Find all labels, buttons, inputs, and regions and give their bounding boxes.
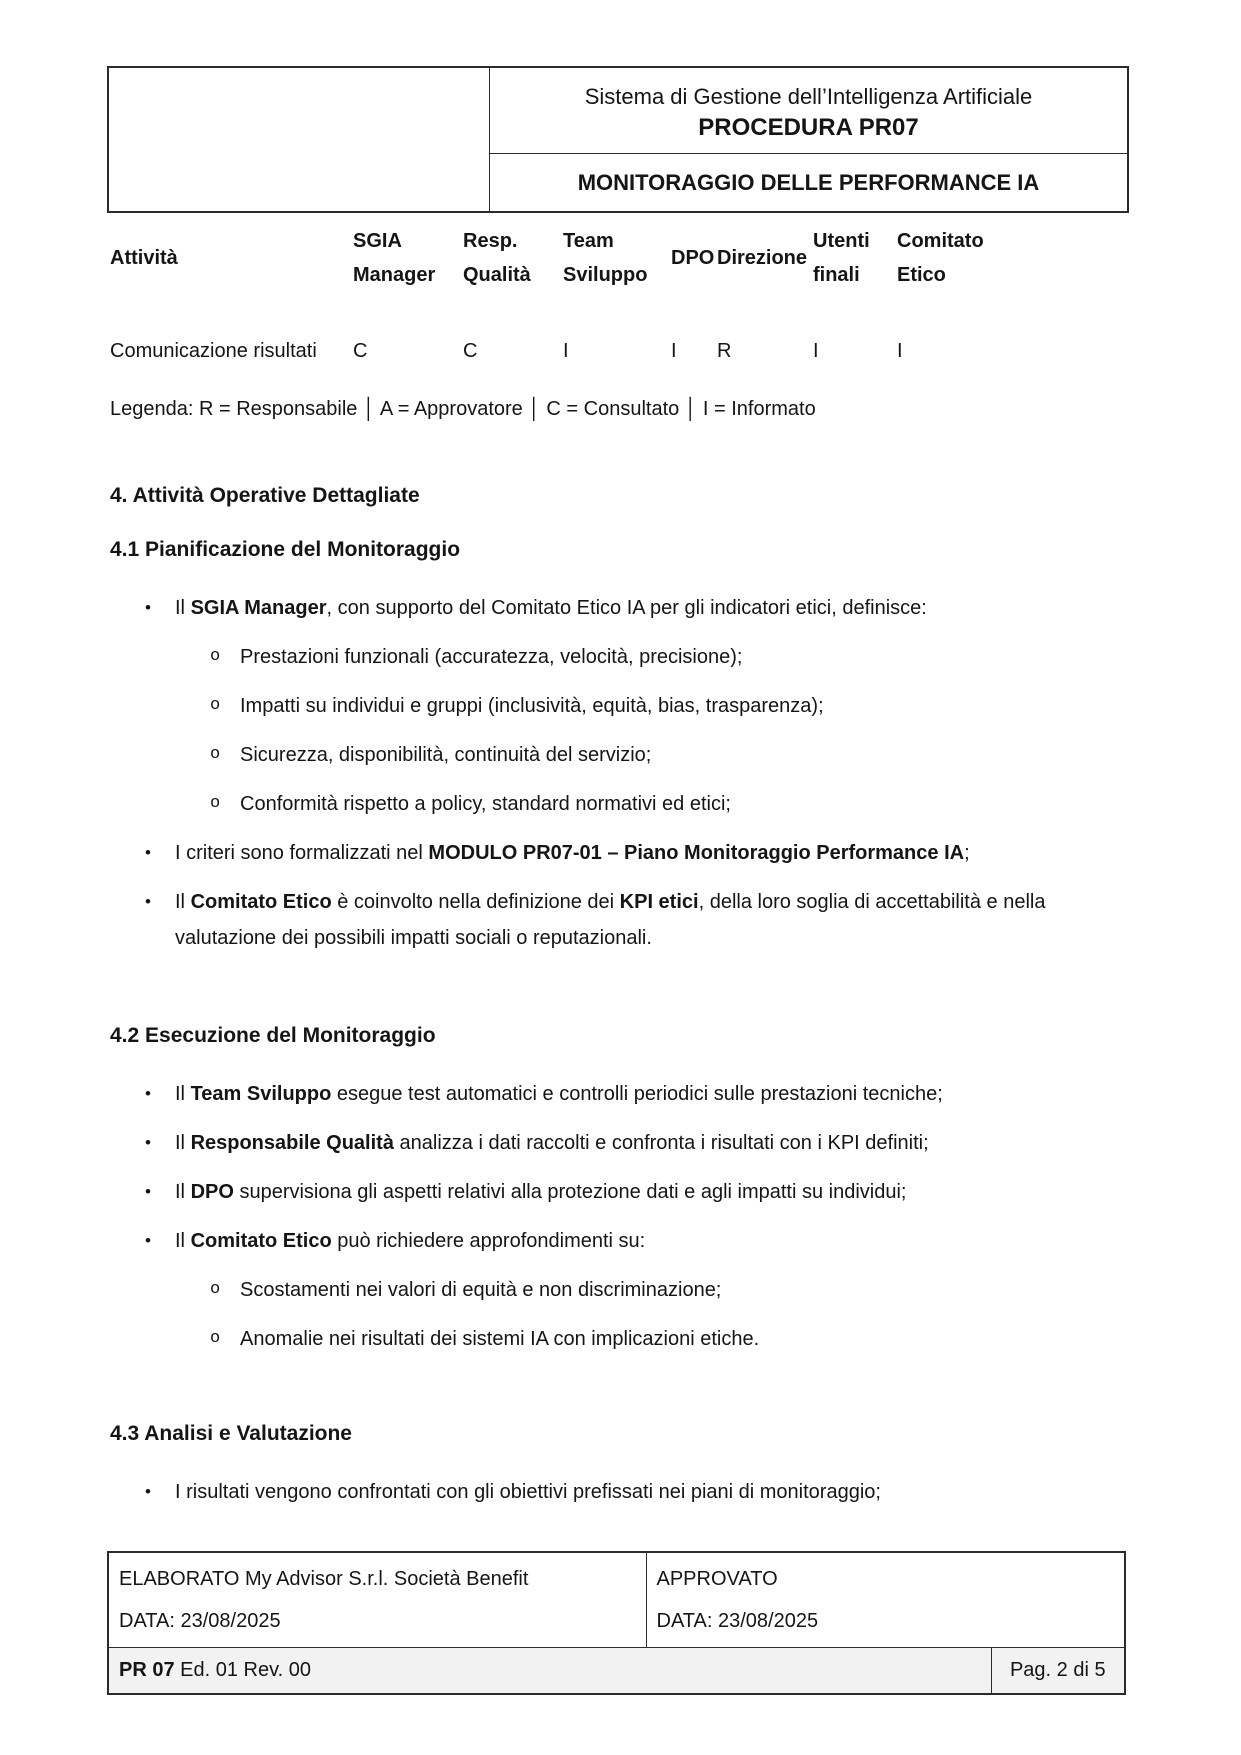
footer-elaborato-cell [108, 1552, 646, 1648]
header-title-cell [490, 67, 1129, 154]
raci-table [107, 220, 1017, 365]
raci-column-header: Resp. Qualità [463, 229, 531, 286]
bullet-icon: • [145, 598, 151, 617]
document-subject-banner: MONITORAGGIO DELLE PERFORMANCE IA [490, 154, 1129, 213]
elaborato-date: DATA: 23/08/2025 [119, 1610, 281, 1632]
sub-bullet-item [107, 1272, 1124, 1308]
revision-text: Ed. 01 Rev. 00 [174, 1659, 311, 1681]
section-heading: 4.1 Pianificazione del Monitoraggio [110, 538, 461, 561]
sub-bullet-item [107, 1321, 1124, 1357]
raci-value-cell: I [563, 340, 569, 362]
bullet-icon: • [145, 1182, 151, 1201]
raci-value-cell: R [717, 340, 732, 362]
document-footer-table [107, 1551, 1126, 1695]
approvato-date: DATA: 23/08/2025 [656, 1610, 819, 1632]
raci-column-header: Comitato Etico [897, 229, 984, 286]
raci-value-cell: I [671, 340, 677, 362]
item-text: Il DPO supervisiona gli aspetti relativi alla protezione dati e agli impatti su individui; [175, 1181, 907, 1203]
item-text: Il SGIA Manager, con supporto del Comitato Etico IA per gli indicatori etici, definisce: [175, 597, 927, 619]
sub-bullet-item [107, 639, 1124, 675]
bullet-icon: • [145, 1084, 151, 1103]
item-text: Conformità rispetto a policy, standard normativi ed etici; [240, 793, 731, 815]
raci-column-header: DPO [671, 246, 715, 269]
document-header-table [107, 66, 1129, 213]
approvato-line: APPROVATO [656, 1568, 778, 1590]
item-text: Il Comitato Etico è coinvolto nella definizione dei KPI etici, della loro soglia di accettabilità e nella valutazione dei possibili impatti sociali o reputazionali. [175, 891, 1046, 949]
bullet-icon: • [145, 1133, 151, 1152]
section-heading: 4. Attività Operative Dettagliate [110, 484, 420, 507]
bullet-item [107, 1174, 1124, 1210]
raci-activity-cell: Comunicazione risultati [110, 340, 317, 362]
elaborato-line: ELABORATO My Advisor S.r.l. Società Benefit [119, 1568, 529, 1590]
bullet-item [107, 1223, 1124, 1259]
bullet-item [107, 884, 1124, 956]
section-heading: 4.2 Esecuzione del Monitoraggio [110, 1024, 436, 1047]
raci-body [107, 295, 1017, 365]
item-text: Sicurezza, disponibilità, continuità del servizio; [240, 744, 652, 766]
item-text: Il Responsabile Qualità analizza i dati raccolti e confronta i risultati con i KPI definiti; [175, 1132, 929, 1154]
footer-revision-cell [108, 1648, 991, 1695]
raci-value-cell: C [353, 340, 368, 362]
section-4-3 [107, 1420, 1124, 1523]
item-text: Il Comitato Etico può richiedere approfondimenti su: [175, 1230, 646, 1252]
raci-column-header: Direzione [717, 246, 808, 269]
circle-bullet-icon: o [210, 1280, 221, 1299]
doc-code: PR 07 [119, 1659, 175, 1681]
raci-legend: Legenda: R = Responsabile │ A = Approvatore │ C = Consultato │ I = Informato [110, 398, 816, 420]
raci-section [107, 220, 1124, 423]
item-text: I criteri sono formalizzati nel MODULO PR07-01 – Piano Monitoraggio Performance IA; [175, 842, 970, 864]
circle-bullet-icon: o [210, 745, 221, 764]
bullet-icon: • [145, 1231, 151, 1250]
procedure-code-title: PROCEDURA PR07 [698, 113, 919, 141]
circle-bullet-icon: o [210, 794, 221, 813]
item-text: Anomalie nei risultati dei sistemi IA con implicazioni etiche. [240, 1328, 760, 1350]
raci-value-cell: I [813, 340, 819, 362]
item-text: Il Team Sviluppo esegue test automatici e controlli periodici sulle prestazioni tecniche; [175, 1083, 943, 1105]
raci-value-cell: I [897, 340, 903, 362]
sub-bullet-item [107, 786, 1124, 822]
bullet-item [107, 1076, 1124, 1112]
item-text: Prestazioni funzionali (accuratezza, velocità, precisione); [240, 646, 743, 668]
system-title: Sistema di Gestione dell’Intelligenza Artificiale [584, 83, 1033, 109]
bullet-icon: • [145, 1482, 151, 1501]
item-text: Impatti su individui e gruppi (inclusività, equità, bias, trasparenza); [240, 695, 824, 717]
raci-column-header: SGIA Manager [353, 229, 436, 286]
raci-value-cell: C [463, 340, 478, 362]
circle-bullet-icon: o [210, 696, 221, 715]
footer-approvato-cell [646, 1552, 1125, 1648]
bullet-item [107, 835, 1124, 871]
bullet-item [107, 1474, 1124, 1510]
raci-column-header: Team Sviluppo [563, 229, 648, 286]
circle-bullet-icon: o [210, 1329, 221, 1348]
section-4-2 [107, 1022, 1124, 1370]
section-4-1 [107, 536, 1124, 969]
logo-cell [108, 67, 490, 212]
raci-column-header: Attività [110, 246, 178, 269]
raci-column-header: Utenti finali [813, 229, 870, 286]
bullet-item [107, 590, 1124, 626]
bullet-icon: • [145, 843, 151, 862]
circle-bullet-icon: o [210, 647, 221, 666]
sub-bullet-item [107, 737, 1124, 773]
item-text: Scostamenti nei valori di equità e non discriminazione; [240, 1279, 722, 1301]
raci-header-row [107, 220, 1017, 295]
raci-row [107, 295, 1017, 365]
section-heading: 4.3 Analisi e Valutazione [110, 1422, 352, 1445]
sub-bullet-item [107, 688, 1124, 724]
bullet-icon: • [145, 892, 151, 911]
footer-page-number: Pag. 2 di 5 [991, 1648, 1125, 1695]
item-text: I risultati vengono confrontati con gli obiettivi prefissati nei piani di monitoraggio; [175, 1481, 881, 1503]
bullet-item [107, 1125, 1124, 1161]
section-4 [107, 482, 1124, 536]
